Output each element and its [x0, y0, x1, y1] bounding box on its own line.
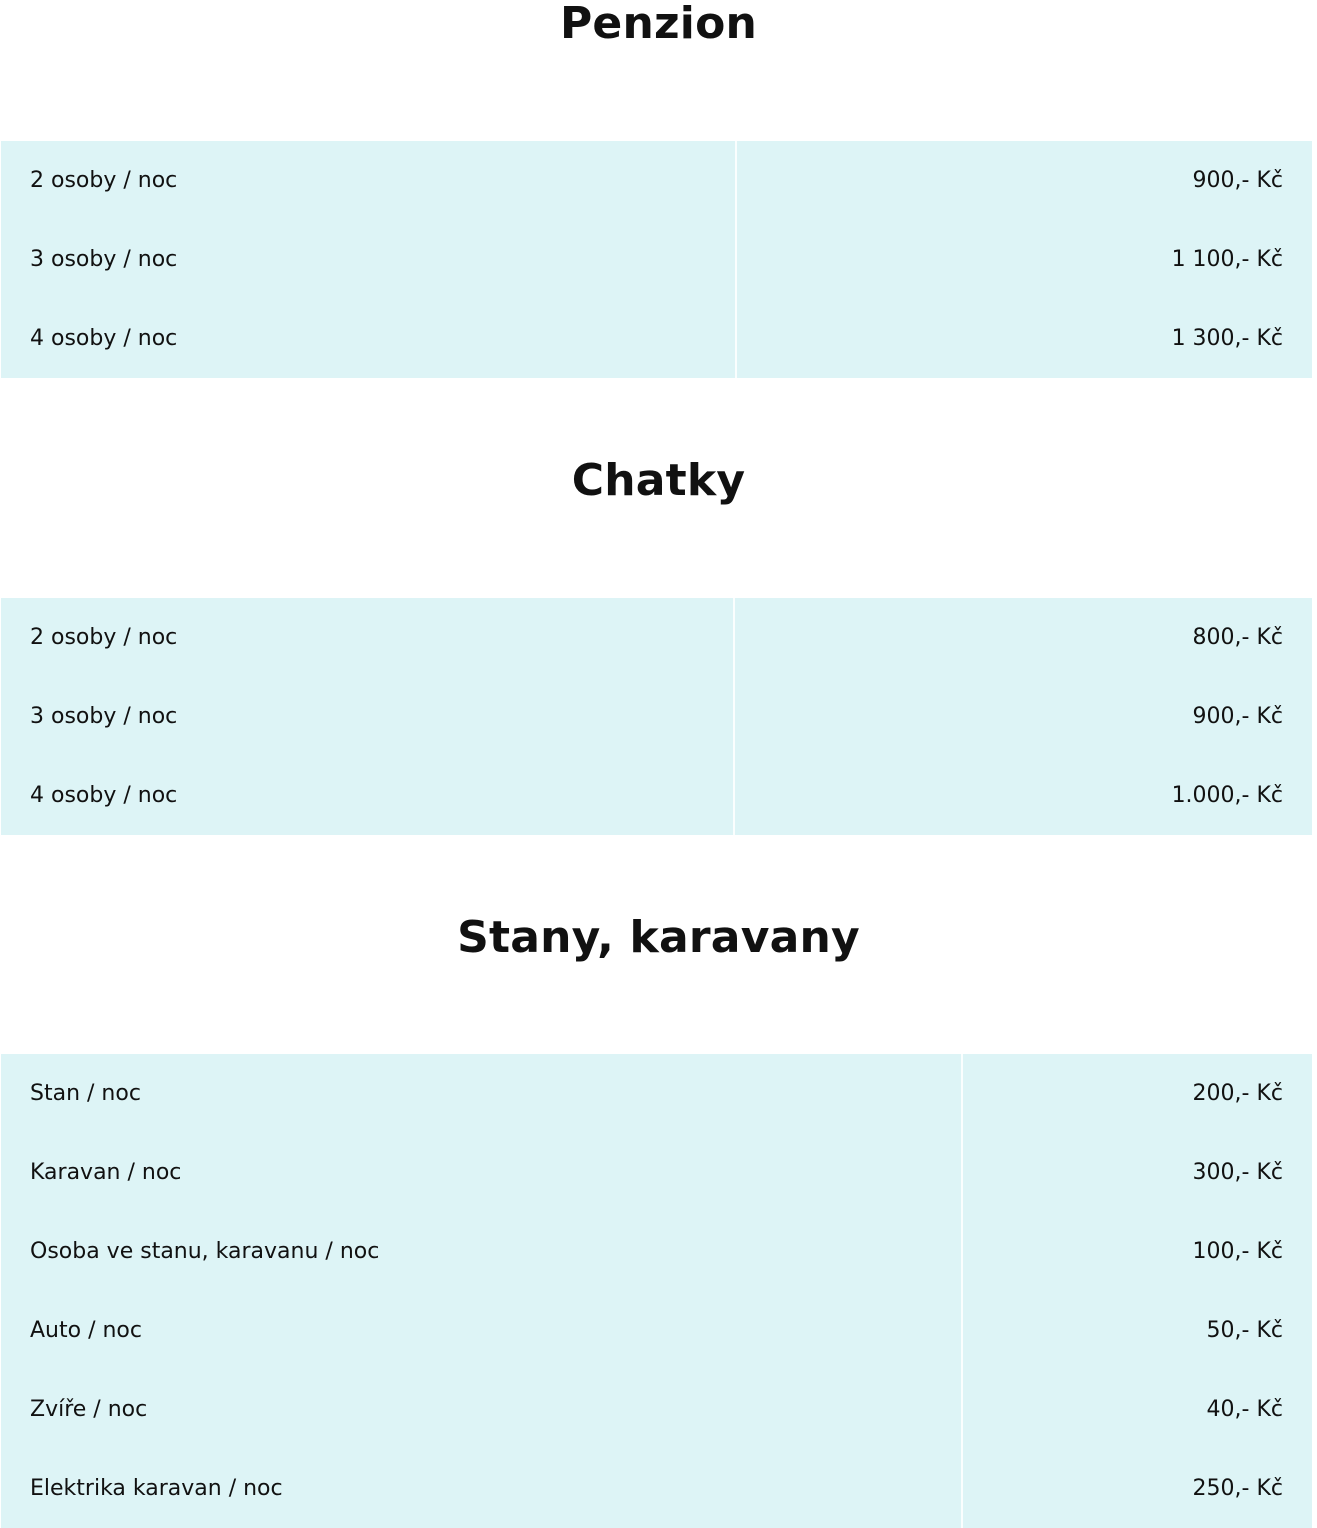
- table-row: [1, 141, 1312, 220]
- row-label: 3 osoby / noc: [30, 704, 178, 729]
- section-title-penzion: Penzion: [559, 0, 758, 49]
- row-price: 200,- Kč: [1192, 1081, 1283, 1106]
- row-label: 3 osoby / noc: [30, 247, 178, 272]
- row-label: Karavan / noc: [30, 1160, 182, 1185]
- section-title-chatky: Chatky: [571, 455, 746, 506]
- row-label: Elektrika karavan / noc: [30, 1476, 283, 1501]
- row-price: 300,- Kč: [1192, 1160, 1283, 1185]
- table-row: [1, 220, 1312, 299]
- table-row: [1, 598, 1312, 677]
- price-table-chatky: [1, 598, 1312, 835]
- row-price: 1.000,- Kč: [1171, 783, 1283, 808]
- table-row: [1, 1212, 1312, 1291]
- row-label: 4 osoby / noc: [30, 783, 178, 808]
- row-price: 900,- Kč: [1192, 168, 1283, 193]
- table-row: [1, 1370, 1312, 1449]
- row-price: 800,- Kč: [1192, 625, 1283, 650]
- row-price: 250,- Kč: [1192, 1476, 1283, 1501]
- row-price: 1 300,- Kč: [1171, 326, 1283, 351]
- row-label: 2 osoby / noc: [30, 168, 178, 193]
- row-price: 900,- Kč: [1192, 704, 1283, 729]
- section-title-stany-karavany: Stany, karavany: [457, 912, 860, 963]
- row-label: 2 osoby / noc: [30, 625, 178, 650]
- table-row: [1, 1449, 1312, 1528]
- table-row: [1, 299, 1312, 378]
- row-price: 50,- Kč: [1206, 1318, 1283, 1343]
- row-label: Zvíře / noc: [30, 1397, 148, 1422]
- price-table-penzion: [1, 141, 1312, 378]
- row-label: Stan / noc: [30, 1081, 141, 1106]
- row-label: 4 osoby / noc: [30, 326, 178, 351]
- table-row: [1, 1133, 1312, 1212]
- table-row: [1, 756, 1312, 835]
- row-label: Auto / noc: [30, 1318, 142, 1343]
- price-table-stany-karavany: [1, 1054, 1312, 1528]
- table-row: [1, 677, 1312, 756]
- row-price: 40,- Kč: [1206, 1397, 1283, 1422]
- table-row: [1, 1291, 1312, 1370]
- row-label: Osoba ve stanu, karavanu / noc: [30, 1239, 380, 1264]
- row-price: 100,- Kč: [1192, 1239, 1283, 1264]
- row-price: 1 100,- Kč: [1171, 247, 1283, 272]
- table-row: [1, 1054, 1312, 1133]
